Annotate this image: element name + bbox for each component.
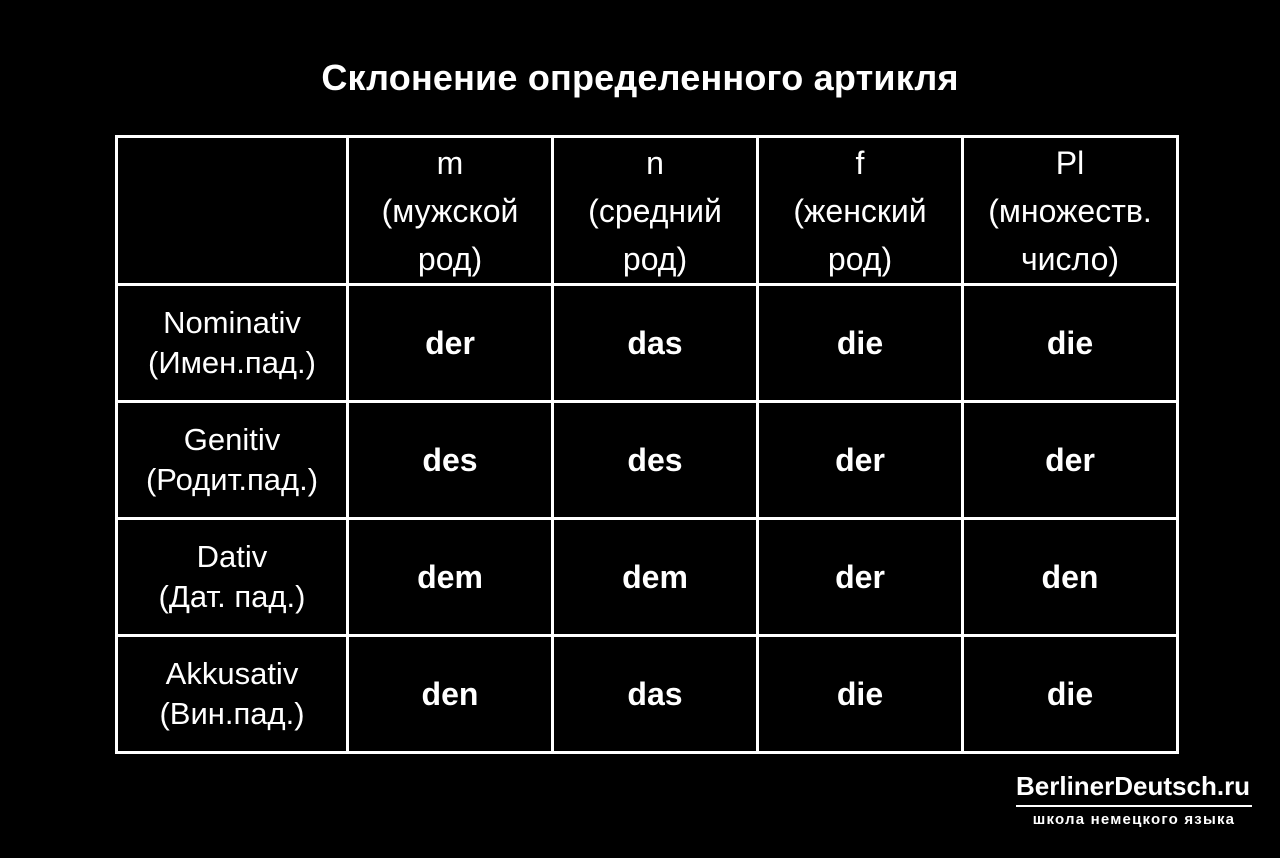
header-cell-plural <box>963 137 1178 285</box>
table-row-akkusativ <box>117 636 1178 753</box>
article-cell: dem <box>348 519 553 636</box>
declension-table <box>115 135 1179 754</box>
logo-name: BerlinerDeutsch.ru <box>1016 771 1251 801</box>
case-name: Dativ <box>196 539 268 574</box>
article-cell: die <box>758 636 963 753</box>
case-cell <box>117 402 348 519</box>
table-row-nominativ <box>117 285 1178 402</box>
article-cell: der <box>348 285 553 402</box>
case-name-ru: (Вин.пад.) <box>159 696 305 731</box>
case-name: Nominativ <box>163 305 301 340</box>
article-cell: das <box>553 285 758 402</box>
site-logo <box>1016 769 1252 829</box>
header-desc: (средний <box>588 192 722 229</box>
table-header-row <box>117 137 1178 285</box>
header-cell-masculine <box>348 137 553 285</box>
header-desc: (женский <box>793 192 927 229</box>
header-cell-feminine <box>758 137 963 285</box>
case-cell <box>117 285 348 402</box>
article-cell: der <box>758 402 963 519</box>
header-desc: (мужской <box>381 192 519 229</box>
header-abbrev: f <box>855 144 865 181</box>
header-abbrev: Pl <box>1055 144 1085 181</box>
header-desc: род) <box>417 240 483 277</box>
header-desc: (множеств. <box>988 192 1152 229</box>
article-cell: die <box>963 636 1178 753</box>
article-cell: dem <box>553 519 758 636</box>
table-row-genitiv <box>117 402 1178 519</box>
article-cell: der <box>758 519 963 636</box>
article-cell: des <box>553 402 758 519</box>
header-desc: число) <box>1020 240 1120 277</box>
header-desc: род) <box>827 240 893 277</box>
logo-divider <box>1016 805 1252 807</box>
logo-tagline: школа немецкого языка <box>1032 811 1236 828</box>
case-name-ru: (Имен.пад.) <box>148 345 316 380</box>
article-cell: den <box>963 519 1178 636</box>
article-cell: des <box>348 402 553 519</box>
case-name: Akkusativ <box>165 656 299 691</box>
case-cell <box>117 636 348 753</box>
case-name-ru: (Родит.пад.) <box>145 462 319 497</box>
article-cell: die <box>758 285 963 402</box>
case-name: Genitiv <box>183 422 281 457</box>
page-title: Склонение определенного артикля <box>321 57 959 98</box>
table-row-dativ <box>117 519 1178 636</box>
article-cell: die <box>963 285 1178 402</box>
header-cell-neuter <box>553 137 758 285</box>
case-name-ru: (Дат. пад.) <box>158 579 306 614</box>
article-cell: der <box>963 402 1178 519</box>
article-cell: den <box>348 636 553 753</box>
empty-corner-cell <box>117 137 348 285</box>
header-abbrev: m <box>436 144 464 181</box>
header-desc: род) <box>622 240 688 277</box>
case-cell <box>117 519 348 636</box>
article-cell: das <box>553 636 758 753</box>
header-abbrev: n <box>646 144 664 181</box>
